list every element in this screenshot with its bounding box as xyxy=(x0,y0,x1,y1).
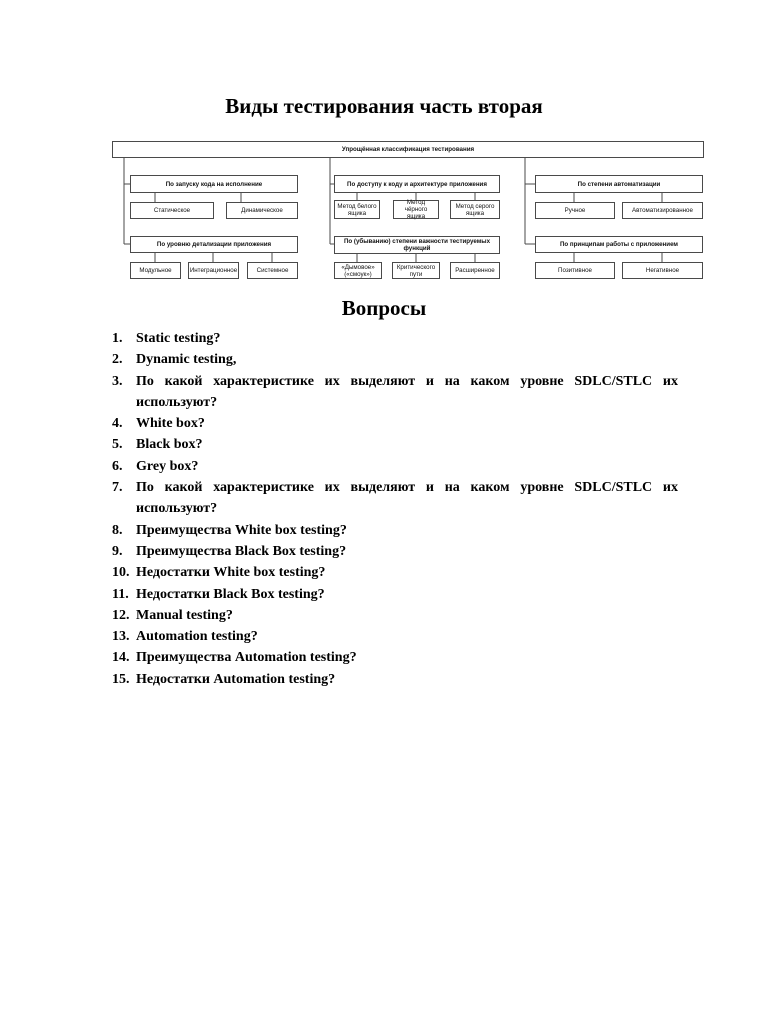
question-item xyxy=(112,520,678,541)
question-item xyxy=(112,647,678,668)
node-extended: Расширенное xyxy=(450,262,500,279)
classification-diagram xyxy=(110,140,704,282)
node-grey-box: Метод серого ящика xyxy=(450,200,500,219)
question-number: 13. xyxy=(112,629,130,645)
question-item xyxy=(112,626,678,647)
question-number: 6. xyxy=(112,458,123,474)
group-importance: По (убыванию) степени важности тестируемых функций xyxy=(334,236,500,254)
question-item xyxy=(112,669,678,690)
node-smoke: «Дымовое» («смоук») xyxy=(334,262,382,279)
node-dynamic: Динамическое xyxy=(226,202,298,219)
node-manual: Ручное xyxy=(535,202,615,219)
diagram-root: Упрощённая классификация тестирования xyxy=(112,141,704,158)
node-white-box: Метод белого ящика xyxy=(334,200,380,219)
group-working-principles: По принципам работы с приложением xyxy=(535,236,703,253)
question-number: 2. xyxy=(112,352,123,368)
question-number: 10. xyxy=(112,565,130,581)
node-integration: Интеграционное xyxy=(188,262,239,279)
question-number: 1. xyxy=(112,331,123,346)
question-number: 7. xyxy=(112,480,123,496)
group-code-execution: По запуску кода на исполнение xyxy=(130,175,298,193)
page-title: Виды тестирования часть вторая xyxy=(225,94,543,118)
question-item xyxy=(112,349,678,370)
question-text: По какой характеристике их выделяют и на каком уровне SDLC/STLC их используют? xyxy=(136,373,678,410)
question-text: Преимущества Automation testing? xyxy=(136,650,357,666)
questions-list xyxy=(112,328,678,690)
node-black-box: Метод чёрного ящика xyxy=(393,200,439,219)
question-number: 3. xyxy=(112,373,123,389)
group-automation: По степени автоматизации xyxy=(535,175,703,193)
question-item xyxy=(112,434,678,455)
question-text: Недостатки Automation testing? xyxy=(136,671,336,687)
question-item xyxy=(112,605,678,626)
question-item xyxy=(112,584,678,605)
question-text: Static testing? xyxy=(136,331,221,346)
question-item xyxy=(112,562,678,583)
node-negative: Негативное xyxy=(622,262,703,279)
group-code-access: По доступу к коду и архитектуре приложения xyxy=(334,175,500,193)
node-static: Статическое xyxy=(130,202,214,219)
question-text: White box? xyxy=(136,416,205,432)
question-text: Недостатки White box testing? xyxy=(136,565,326,581)
node-automated: Автоматизированное xyxy=(622,202,703,219)
question-item xyxy=(112,477,678,520)
question-text: Black box? xyxy=(136,437,203,453)
question-text: Dynamic testing, xyxy=(136,352,237,368)
question-item xyxy=(112,413,678,434)
question-text: Grey box? xyxy=(136,458,199,474)
question-number: 12. xyxy=(112,607,130,623)
question-item xyxy=(112,541,678,562)
question-text: По какой характеристике их выделяют и на каком уровне SDLC/STLC их используют? xyxy=(136,480,678,517)
node-unit: Модульное xyxy=(130,262,181,279)
group-detail-level: По уровню детализации приложения xyxy=(130,236,298,253)
question-number: 8. xyxy=(112,522,123,538)
question-item xyxy=(112,371,678,414)
question-text: Automation testing? xyxy=(136,629,258,645)
node-positive: Позитивное xyxy=(535,262,615,279)
question-number: 4. xyxy=(112,416,123,432)
questions-heading: Вопросы xyxy=(341,296,427,320)
question-item xyxy=(112,456,678,477)
question-text: Manual testing? xyxy=(136,607,233,623)
question-item xyxy=(112,328,678,349)
question-number: 15. xyxy=(112,671,130,687)
question-text: Преимущества Black Box testing? xyxy=(136,543,347,559)
question-number: 11. xyxy=(112,586,129,602)
question-text: Недостатки Black Box testing? xyxy=(136,586,325,602)
question-number: 9. xyxy=(112,543,123,559)
question-number: 5. xyxy=(112,437,123,453)
question-text: Преимущества White box testing? xyxy=(136,522,347,538)
question-number: 14. xyxy=(112,650,130,666)
node-critical-path: Критического пути xyxy=(392,262,440,279)
node-system: Системное xyxy=(247,262,298,279)
